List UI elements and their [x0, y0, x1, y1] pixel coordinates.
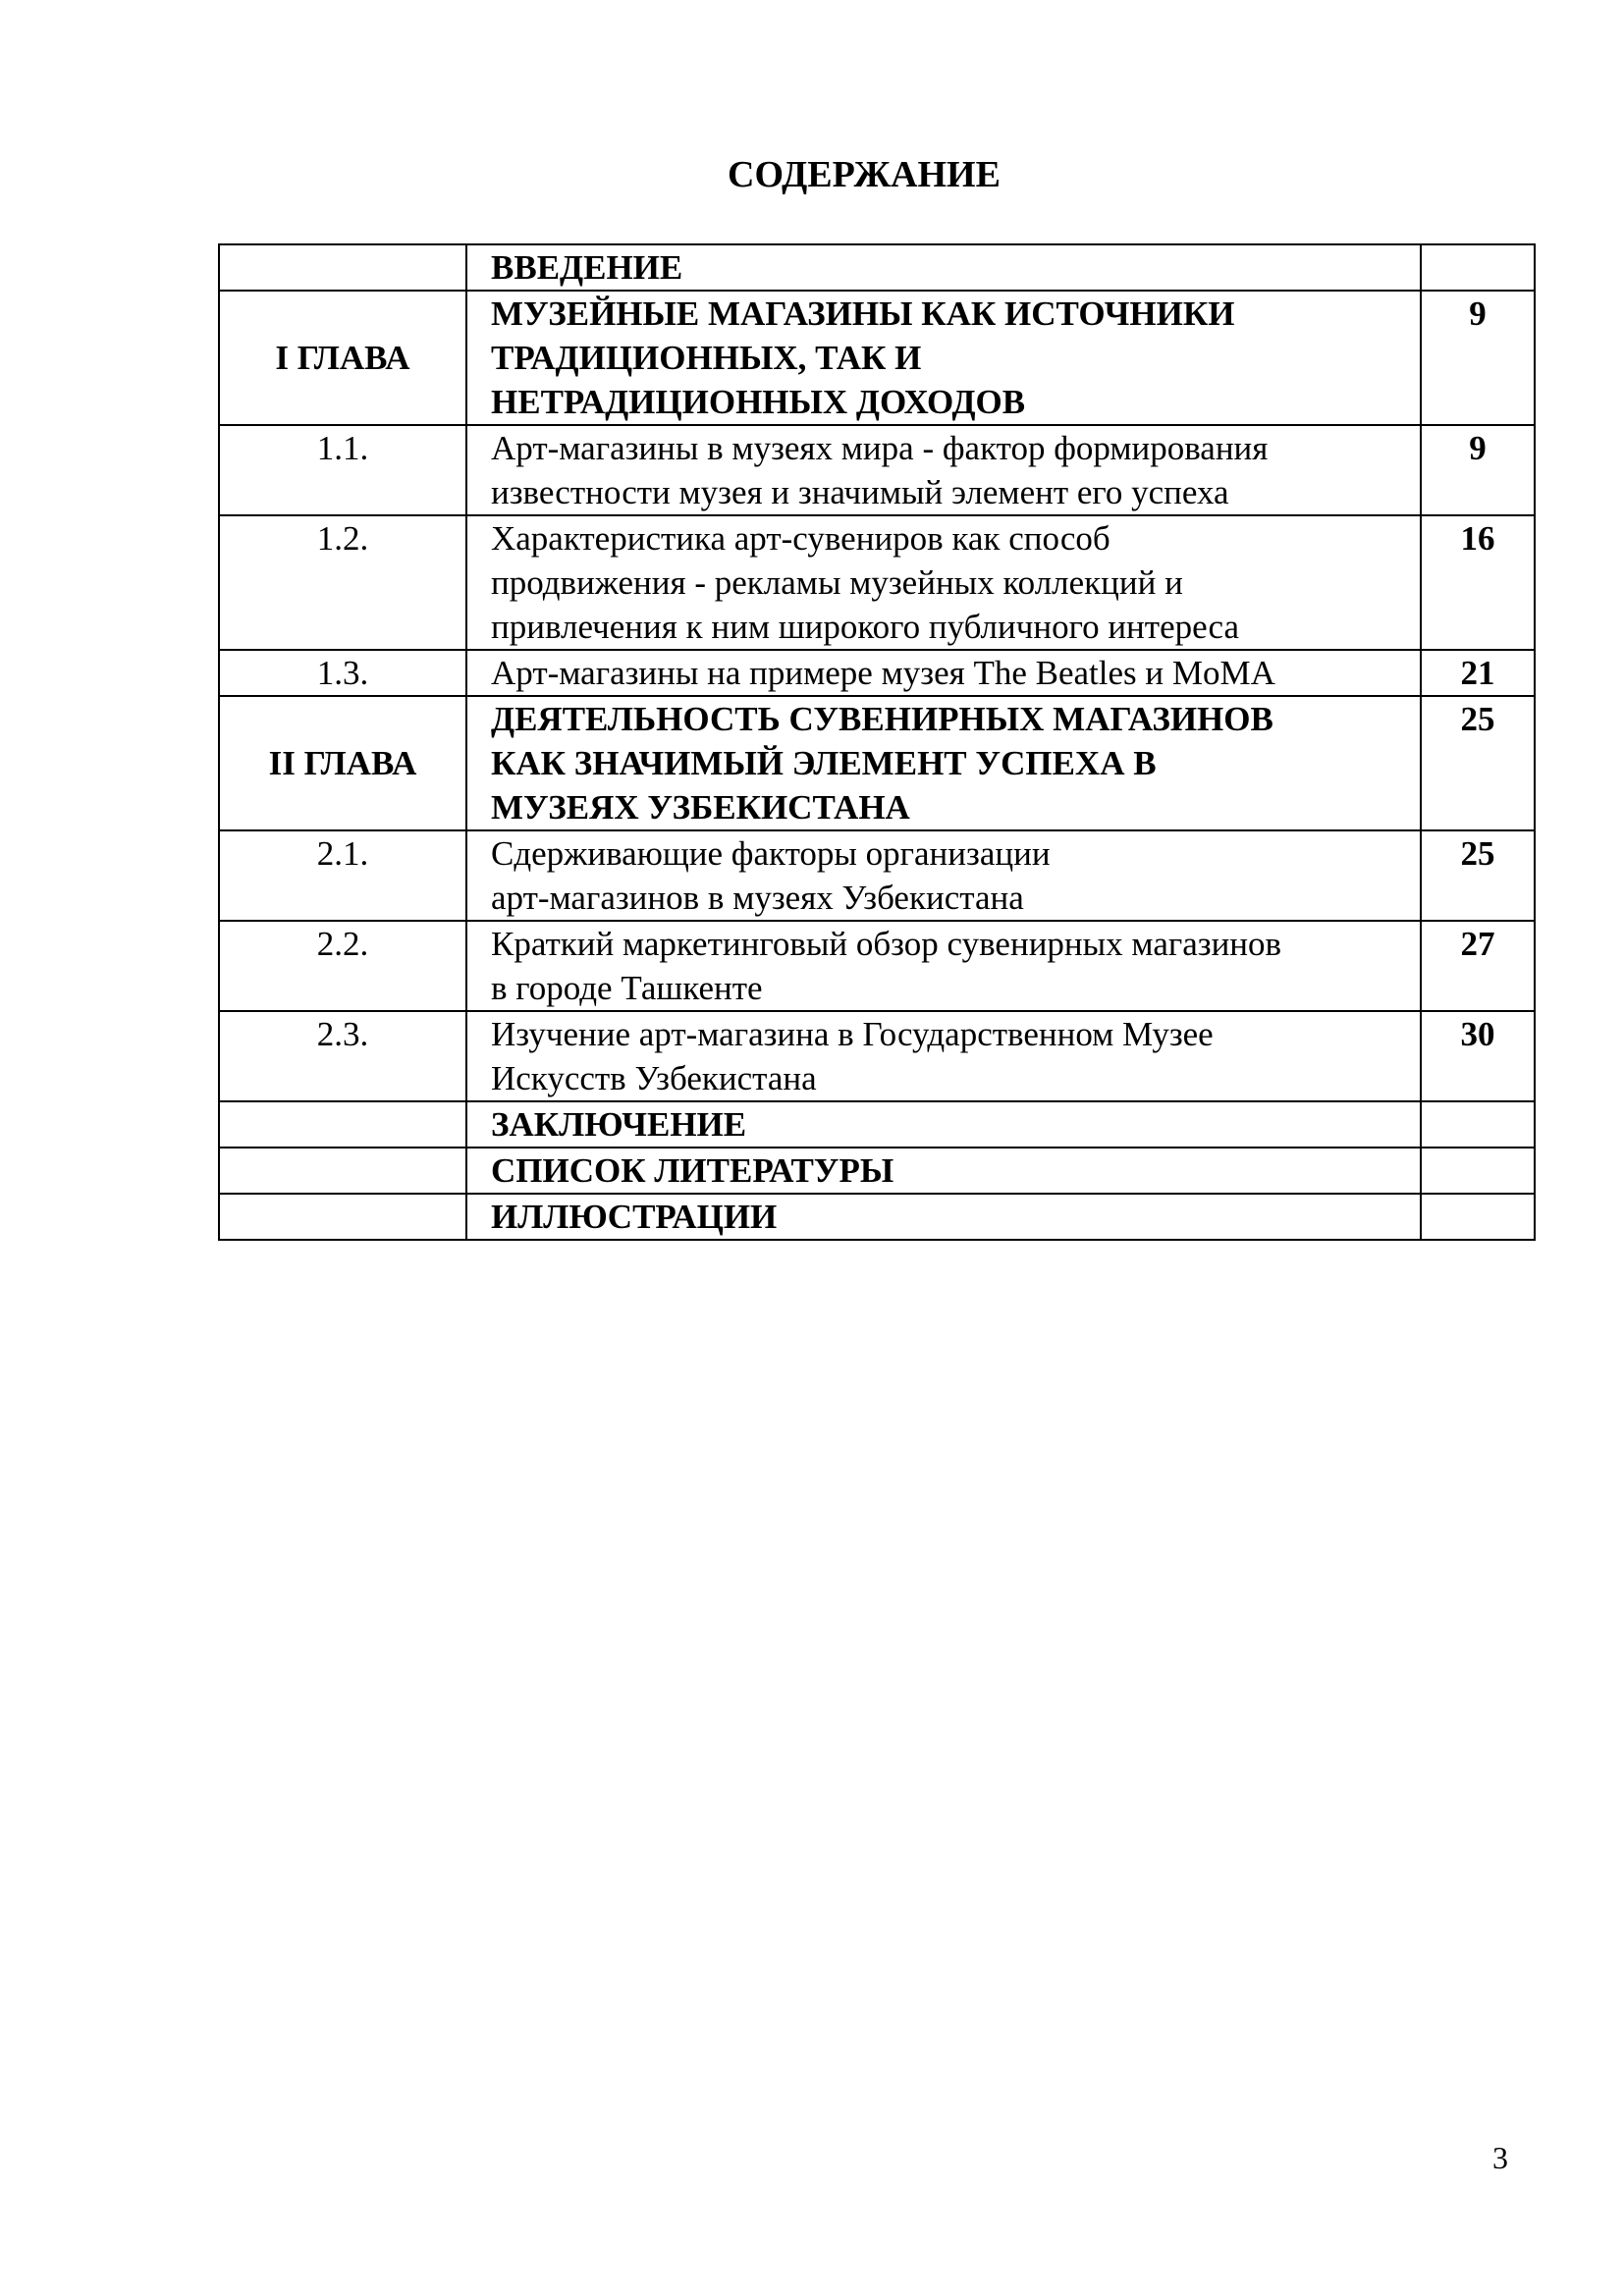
- toc-section-title: [466, 1011, 1421, 1101]
- toc-title-line: известности музея и значимый элемент его успеха: [491, 473, 1229, 511]
- toc-title-line: НЕТРАДИЦИОННЫХ ДОХОДОВ: [491, 383, 1026, 421]
- toc-title-line: КАК ЗНАЧИМЫЙ ЭЛЕМЕНТ УСПЕХА В: [491, 744, 1157, 782]
- toc-row: [219, 1194, 1535, 1240]
- toc-section-number: [219, 1148, 466, 1194]
- toc-section-number: 2.2.: [219, 921, 466, 1011]
- toc-row: [219, 650, 1535, 696]
- toc-row: [219, 515, 1535, 650]
- toc-page-number: 9: [1421, 291, 1535, 425]
- toc-section-number: [219, 244, 466, 291]
- toc-page-number: 16: [1421, 515, 1535, 650]
- toc-section-title: [466, 921, 1421, 1011]
- toc-row: [219, 696, 1535, 830]
- toc-section-number: II ГЛАВА: [219, 696, 466, 830]
- toc-section-title: [466, 291, 1421, 425]
- toc-title-line: продвижения - рекламы музейных коллекций и: [491, 563, 1183, 602]
- toc-page-number: 9: [1421, 425, 1535, 515]
- toc-section-title: [466, 1101, 1421, 1148]
- toc-page-number: 30: [1421, 1011, 1535, 1101]
- toc-title-line: Краткий маркетинговый обзор сувенирных магазинов: [491, 925, 1282, 963]
- toc-section-number: [219, 1101, 466, 1148]
- page-title: СОДЕРЖАНИЕ: [728, 154, 1001, 195]
- toc-section-title: [466, 244, 1421, 291]
- toc-title-line: Характеристика арт-сувениров как способ: [491, 519, 1110, 558]
- toc-section-title: [466, 1148, 1421, 1194]
- toc-row: [219, 425, 1535, 515]
- toc-row: [219, 244, 1535, 291]
- toc-page-number: 25: [1421, 696, 1535, 830]
- toc-title-line: Искусств Узбекистана: [491, 1059, 817, 1097]
- toc-page-number: [1421, 1194, 1535, 1240]
- toc-title-line: ЗАКЛЮЧЕНИЕ: [491, 1105, 747, 1144]
- toc-title-line: ВВЕДЕНИЕ: [491, 248, 683, 287]
- toc-title-line: Арт-магазины на примере музея The Beatles и MoMA: [491, 654, 1275, 692]
- toc-title-line: арт-магазинов в музеях Узбекистана: [491, 879, 1024, 917]
- toc-row: [219, 921, 1535, 1011]
- toc-row: [219, 1148, 1535, 1194]
- toc-title-line: привлечения к ним широкого публичного интереса: [491, 608, 1240, 646]
- toc-page-number: [1421, 1101, 1535, 1148]
- toc-page-number: 27: [1421, 921, 1535, 1011]
- toc-title-line: Сдерживающие факторы организации: [491, 834, 1051, 873]
- toc-section-title: [466, 696, 1421, 830]
- toc-page-number: 25: [1421, 830, 1535, 921]
- toc-page-number: [1421, 244, 1535, 291]
- toc-row: [219, 830, 1535, 921]
- toc-title-line: Изучение арт-магазина в Государственном Музее: [491, 1015, 1214, 1053]
- page-number: 3: [1492, 2140, 1508, 2175]
- toc-row: [219, 291, 1535, 425]
- toc-section-number: [219, 1194, 466, 1240]
- toc-title-line: СПИСОК ЛИТЕРАТУРЫ: [491, 1151, 894, 1190]
- toc-section-title: [466, 425, 1421, 515]
- toc-section-number: I ГЛАВА: [219, 291, 466, 425]
- toc-section-number: 1.1.: [219, 425, 466, 515]
- toc-title-line: МУЗЕЯХ УЗБЕКИСТАНА: [491, 788, 910, 827]
- toc-section-title: [466, 650, 1421, 696]
- toc-section-number: 2.3.: [219, 1011, 466, 1101]
- toc-page-number: [1421, 1148, 1535, 1194]
- toc-title-line: ТРАДИЦИОННЫХ, ТАК И: [491, 339, 922, 377]
- table-of-contents: [218, 243, 1536, 1241]
- toc-section-title: [466, 830, 1421, 921]
- toc-title-line: в городе Ташкенте: [491, 969, 763, 1007]
- toc-title-line: ИЛЛЮСТРАЦИИ: [491, 1198, 778, 1236]
- toc-section-title: [466, 515, 1421, 650]
- toc-body: [219, 244, 1535, 1240]
- toc-row: [219, 1011, 1535, 1101]
- toc-section-number: 2.1.: [219, 830, 466, 921]
- toc-title-line: Арт-магазины в музеях мира - фактор формирования: [491, 429, 1269, 467]
- toc-title-line: ДЕЯТЕЛЬНОСТЬ СУВЕНИРНЫХ МАГАЗИНОВ: [491, 700, 1273, 738]
- toc-section-number: 1.2.: [219, 515, 466, 650]
- toc-section-number: 1.3.: [219, 650, 466, 696]
- toc-row: [219, 1101, 1535, 1148]
- toc-section-title: [466, 1194, 1421, 1240]
- toc-page-number: 21: [1421, 650, 1535, 696]
- toc-title-line: МУЗЕЙНЫЕ МАГАЗИНЫ КАК ИСТОЧНИКИ: [491, 294, 1235, 333]
